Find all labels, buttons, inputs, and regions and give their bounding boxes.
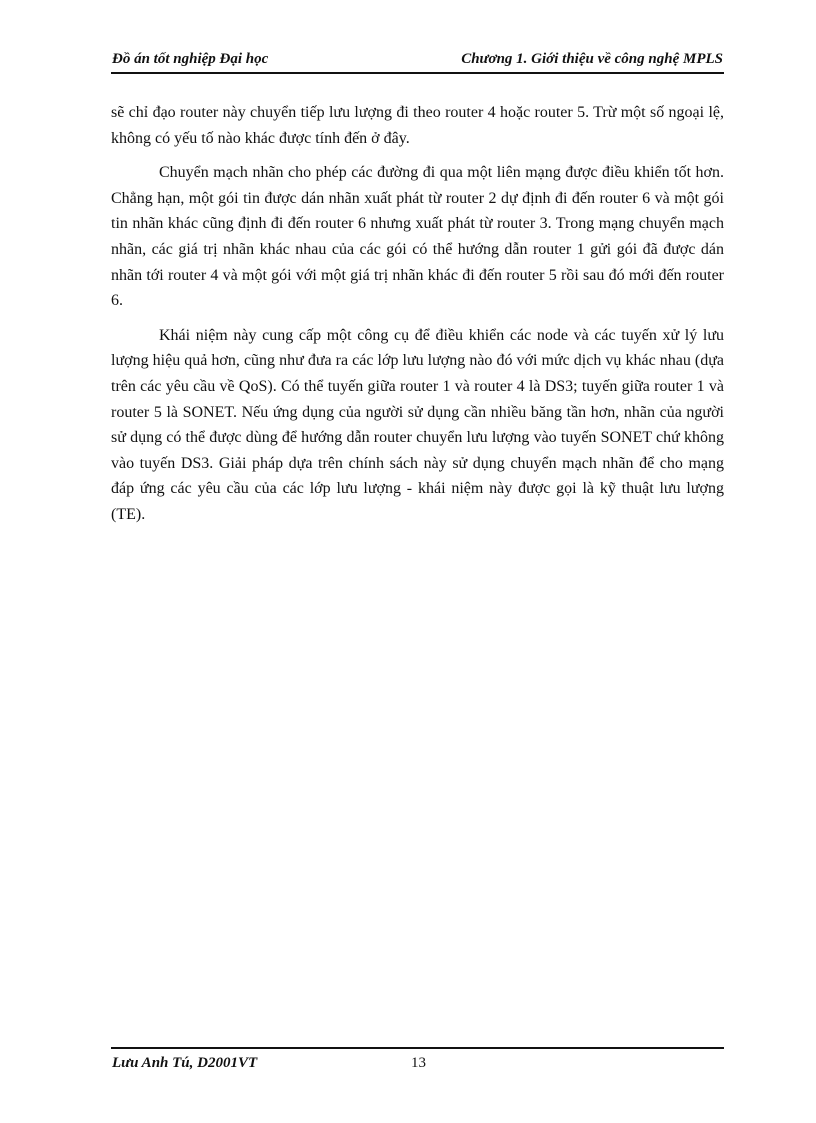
footer-author: Lưu Anh Tú, D2001VT <box>112 1055 258 1071</box>
header-chapter-title: Chương 1. Giới thiệu về công nghệ MPLS <box>461 51 723 67</box>
page-header <box>111 50 724 74</box>
paragraph-traffic-engineering: Khái niệm này cung cấp một công cụ để điều khiển các node và các tuyến xử lý lưu lượng hiệu quả hơn, cũng như đưa ra các lớp lưu lượng nào đó với mức dịch vụ khác nhau (dựa trên các yêu cầu về QoS). Có thể tuyến giữa router 1 và router 4 là DS3; tuyến giữa router 1 và router 5 là SONET. Nếu ứng dụng của người sử dụng cần nhiều băng tần hơn, nhãn của người sử dụng có thể được dùng để hướng dẫn router chuyển lưu lượng vào tuyến SONET chứ không vào tuyến DS3. Giải pháp dựa trên chính sách này sử dụng chuyển mạch nhãn để cho mạng đáp ứng các yêu cầu của các lớp lưu lượng - khái niệm này được gọi là kỹ thuật lưu lượng (TE). <box>111 326 724 523</box>
body-text <box>111 100 724 537</box>
page-footer <box>111 1047 724 1077</box>
paragraph-label-switching: Chuyển mạch nhãn cho phép các đường đi qua một liên mạng được điều khiển tốt hơn. Chẳng hạn, một gói tin được dán nhãn xuất phát từ router 2 dự định đi đến router 6 và một gói tin nhãn khác cũng định đi đến router 6 nhưng xuất phát từ router 3. Trong mạng chuyển mạch nhãn, các giá trị nhãn khác nhau của các gói có thể hướng dẫn router 1 gửi gói đã được dán nhãn tới router 4 và một gói với một giá trị nhãn khác đi đến router 5 rồi sau đó mới đến router 6. <box>111 164 724 310</box>
page-number: 13 <box>411 1055 426 1071</box>
paragraph-continuation: sẽ chỉ đạo router này chuyển tiếp lưu lượng đi theo router 4 hoặc router 5. Trừ một số ngoại lệ, không có yếu tố nào khác được tính đến ở đây. <box>111 104 724 147</box>
header-document-title: Đồ án tốt nghiệp Đại học <box>112 51 269 67</box>
